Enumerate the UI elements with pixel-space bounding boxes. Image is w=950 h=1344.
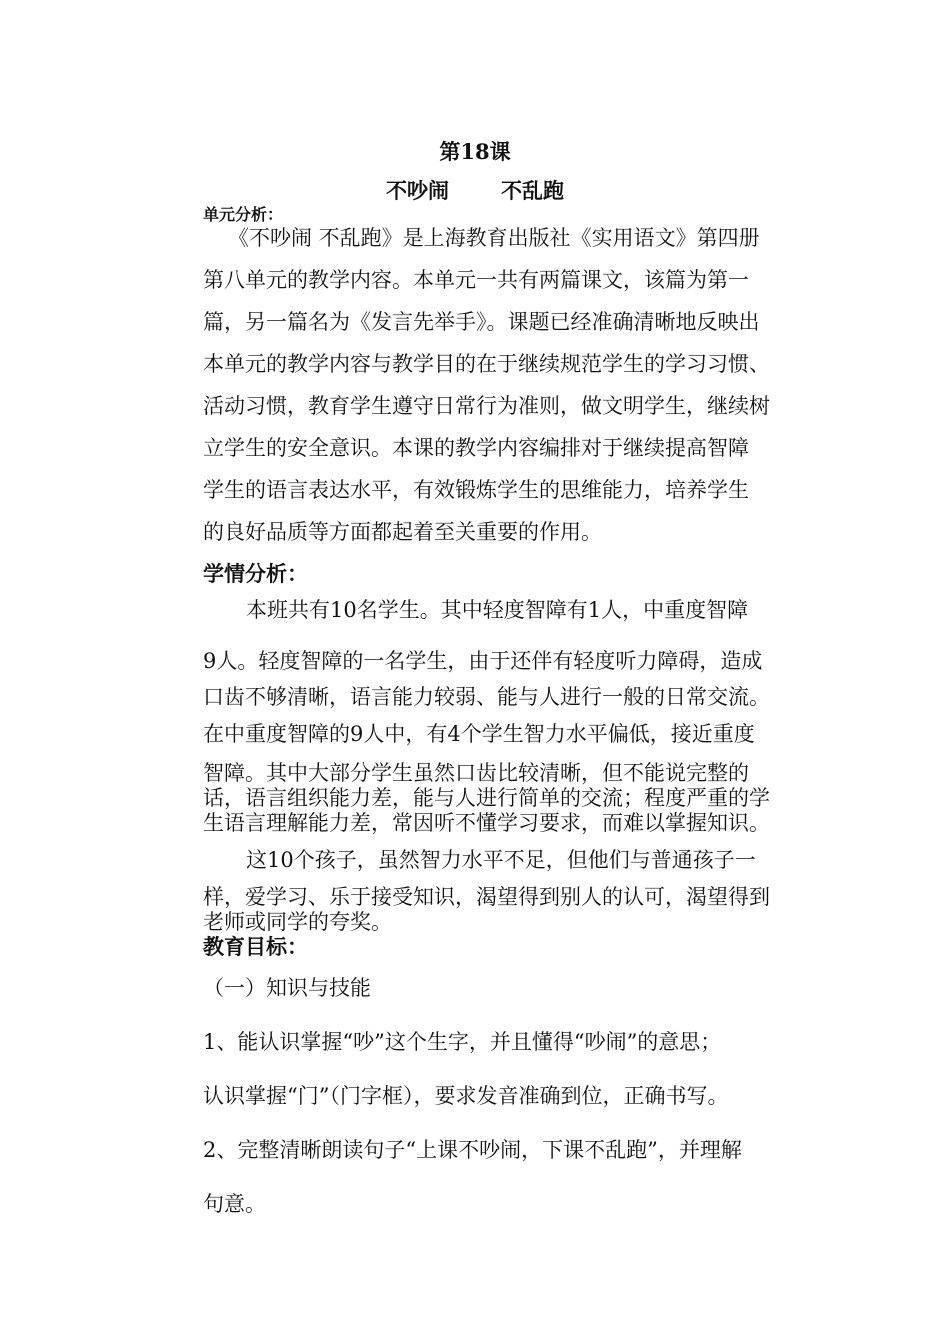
student-analysis-line: 话，语言组织能力差，能与人进行简单的交流；程度严重的学 (203, 786, 770, 810)
goal-line: 2、完整清晰朗读句子“上课不吵闹，下课不乱跑”，并理解 (203, 1138, 742, 1162)
unit-analysis-line: 篇，另一篇名为《发言先举手》。课题已经准确清晰地反映出 (203, 310, 760, 334)
goal-line: 句意。 (203, 1192, 266, 1216)
student-analysis-line: 9人。轻度智障的一名学生，由于还伴有轻度听力障碍，造成 (203, 649, 763, 673)
student-analysis-line: 生语言理解能力差，常因听不懂学习要求，而难以掌握知识。 (203, 811, 770, 835)
student-analysis-line: 智障。其中大部分学生虽然口齿比较清晰，但不能说完整的 (203, 761, 749, 785)
lesson-subtitle (0, 175, 950, 205)
subtitle-part-1: 不吵闹 (386, 178, 449, 203)
student-analysis-line: 本班共有10名学生。其中轻度智障有1人，中重度智障 (246, 598, 749, 622)
student-analysis-line: 老师或同学的夸奖。 (203, 910, 392, 934)
student-analysis-line: 样，爱学习、乐于接受知识，渴望得到别人的认可，渴望得到 (203, 885, 770, 909)
unit-analysis-line: 的良好品质等方面都起着至关重要的作用。 (203, 520, 602, 544)
student-analysis-heading: 学情分析： (203, 561, 308, 586)
unit-analysis-line: 第八单元的教学内容。本单元一共有两篇课文，该篇为第一 (203, 268, 749, 292)
goals-section-heading: （一）知识与技能 (203, 976, 371, 1000)
student-analysis-line: 在中重度智障的9人中，有4个学生智力水平偏低，接近重度 (203, 722, 755, 746)
goal-line: 认识掌握“门”（门字框），要求发音准确到位，正确书写。 (203, 1084, 729, 1108)
student-analysis-line: 这10个孩子，虽然智力水平不足，但他们与普通孩子一 (246, 848, 756, 872)
education-goals-heading: 教育目标： (203, 934, 308, 959)
unit-analysis-line: 活动习惯，教育学生遵守日常行为准则，做文明学生，继续树 (203, 394, 770, 418)
subtitle-part-2: 不乱跑 (501, 178, 564, 203)
unit-analysis-line: 本单元的教学内容与教学目的在于继续规范学生的学习习惯、 (203, 352, 770, 376)
unit-analysis-line: 学生的语言表达水平，有效锻炼学生的思维能力，培养学生 (203, 478, 749, 502)
lesson-title: 第18课 (439, 139, 511, 164)
student-analysis-line: 口齿不够清晰，语言能力较弱、能与人进行一般的日常交流。 (203, 685, 770, 709)
goal-line: 1、能认识掌握“吵”这个生字，并且懂得“吵闹”的意思； (203, 1030, 722, 1054)
unit-analysis-line: 《不吵闹 不乱跑》是上海教育出版社《实用语文》第四册 (228, 226, 760, 250)
unit-analysis-line: 立学生的安全意识。本课的教学内容编排对于继续提高智障 (203, 436, 749, 460)
unit-analysis-heading: 单元分析： (203, 205, 284, 224)
